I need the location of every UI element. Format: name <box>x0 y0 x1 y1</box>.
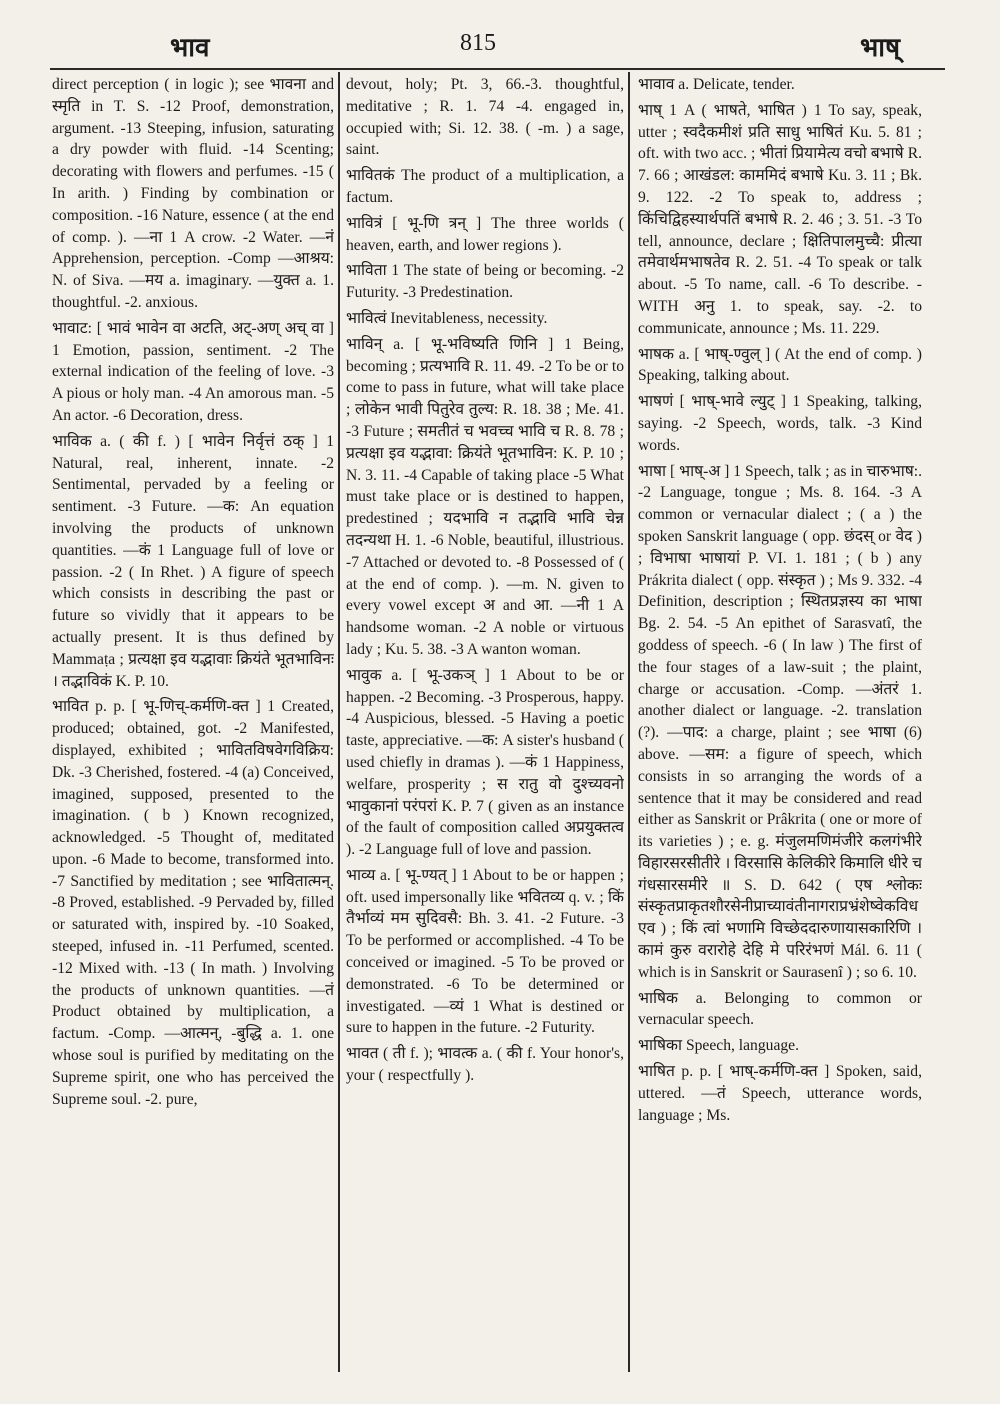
entry: भाषित p. p. [ भाष्-कर्मणि-क्त ] Spoken, said, uttered. —तं Speech, utterance words, language ; Ms. <box>638 1063 922 1124</box>
entry: भावित्वं Inevitableness, necessity. <box>346 309 548 327</box>
column-right <box>638 74 922 1374</box>
entry: भाषिक a. Belonging to common or vernacular speech. <box>638 989 922 1029</box>
entry: direct perception ( in logic ); see भावना and स्मृति in T. S. -12 Proof, demonstration, argument. -13 Steeping, infusion, saturating a dry powder with fluid. -14 Scenting; decorating with flowers and perfumes. -15 ( In arith. ) Finding by combination or composition. -16 Nature, essence ( at the end of comp. ). —ना 1 A crow. -2 Water. —नं Apprehension, perception. -Comp —आश्रय: N. of Siva. —मय a. imaginary. —युक्त a. 1. thoughtful. -2. anxious. <box>52 76 334 311</box>
page-number: 815 <box>460 30 496 56</box>
entry: भाविता 1 The state of being or becoming. -2 Futurity. -3 Predestination. <box>346 262 624 302</box>
entry: भावाट: [ भावं भावेन वा अटति, अट्-अण् अच् वा ] 1 Emotion, passion, sentiment. -2 The external indication of the feeling of love. -3 A pious or holy man. -4 An amorous man. -5 An actor. -6 Decoration, dress. <box>52 319 334 424</box>
entry: भाषा [ भाष्-अ ] 1 Speech, talk ; as in चारुभाष:. -2 Language, tongue ; Ms. 8. 164. -3 A common or vernacular dialect ; ( a ) the spoken Sanskrit language ( opp. छंदस् or वेद ) ; विभाषा भाषायां P. VI. 1. 181 ; ( b ) any Prákrita dialect ( opp. संस्कृत ) ; Ms 9. 332. -4 Definition, description ; स्थितप्रज्ञस्य का भाषा Bg. 2. 54. -5 An epithet of Sarasvatî, the goddess of speech. -6 ( In law ) The first of the four stages of a law-suit ; the plaint, charge or accusation. -Comp. —अंतरं 1. another dialect or language. -2. translation (?). —पाद: a charge, plaint ; see भाषा (6) above. —सम: a figure of speech, which consists in so arranging the words of a sentence that it may be considered and read either as Sanskrit or Prâkrita ( one or more of its varieties ) ; e. g. मंजुलमणिमंजीरे कलगंभीरे विहारसरसीतीरे । विरसासि केलिकीरे किमालि धीरे च गंधसारसमीरे ॥ S. D. 642 ( एष श्लोकः संस्कृतप्राकृतशौरसेनीप्राच्यावंतीनागराप्रभ्रंशेष्वेकविध एव ) ; किं त्वां भणामि विच्छेददारुणायासकारिणि । कामं कुरु वरारोहे देहि मे परिरंभणं Mál. 6. 11 ( which is in Sanskrit or Saurasenî ) ; so 6. 10. <box>638 462 922 981</box>
column-middle <box>346 74 624 1374</box>
entry: भावुक a. [ भू-उकञ् ] 1 About to be or happen. -2 Becoming. -3 Prosperous, happy. -4 Auspicious, blessed. -5 Having a poetic taste, appreciative. —क: A sister's husband ( used chiefly in dramas ). —कं 1 Happiness, welfare, prosperity ; स रातु वो दुश्च्यवनो भावुकानां परंपरां K. P. 7 ( given as an instance of the fault of composition called अप्रयुक्तत्व ). -2 Language full of love and passion. <box>346 666 624 859</box>
column-divider <box>628 72 630 1372</box>
entry: भाविक a. ( की f. ) [ भावेन निर्वृत्तं ठक् ] 1 Natural, real, inherent, innate. -2 Sentimental, pervaded by a feeling or sentiment. -3 Future. —क: An equation involving the products of unknown quantities. —कं 1 Language full of love or passion. -2 ( In Rhet. ) A figure of speech which consists in describing the past or future so vividly that it appears to be actually present. It is thus defined by Mammaṭa ; प्रत्यक्षा इव यद्भावाः क्रियंते भूतभाविनः । तद्भाविकं K. P. 10. <box>52 432 334 690</box>
column-divider <box>338 72 340 1372</box>
column-left <box>52 74 334 1374</box>
entry: भाषणं [ भाष्-भावे ल्युट् ] 1 Speaking, talking, saying. -2 Speech, words, talk. -3 Kind words. <box>638 393 922 454</box>
header-rule <box>50 68 945 70</box>
page-header <box>40 28 960 68</box>
entry: भावित p. p. [ भू-णिच्-कर्मणि-क्त ] 1 Created, produced; obtained, got. -2 Manifested, displayed, exhibited ; भावितविषवेगविक्रिय: Dk. -3 Cherished, fostered. -4 (a) Conceived, imagined, supposed, presented to the imagination. ( b ) Known recognized, acknowledged. -5 Thought of, meditated upon. -6 Made to become, transformed into. -7 Sanctified by meditation ; see भावितात्मन्. -8 Proved, established. -9 Pervaded by, filled or saturated with, inspired by. -10 Soaked, steeped, infused in. -11 Perfumed, scented. -12 Mixed with. -13 ( In math. ) Involving the products of unknown quantities. —तं Product obtained by multiplication, a factum. -Comp. —आत्मन्, -बुद्धि a. 1. one whose soul is purified by meditating on the Supreme spirit, one who has perceived the Supreme soul. -2. pure, <box>52 698 334 1108</box>
entry: भावितकं The product of a multiplication, a factum. <box>346 167 624 206</box>
entry: भाव्य a. [ भू-ण्यत् ] 1 About to be or happen ; oft. used impersonally like भवितव्य q. v. ; किं तैर्भाव्यं मम सुदिवसै: Bh. 3. 41. -2 Future. -3 To be performed or accomplished. -4 To be conceived or imagined. -5 To be proved or demonstrated. -6 To be determined or investigated. —व्यं 1 What is destined or sure to happen in the future. -2 Futurity. <box>346 866 624 1037</box>
header-right-catchword: भाष् <box>859 33 900 63</box>
entry: भावत ( ती f. ); भावत्क a. ( की f. Your honor's, your ( respectfully ). <box>346 1045 624 1085</box>
entry: भावाव a. Delicate, tender. <box>638 76 795 93</box>
entry: devout, holy; Pt. 3, 66.-3. thoughtful, meditative ; R. 1. 74 -4. engaged in, occupied with; Si. 12. 38. ( -m. ) a sage, saint. <box>346 76 624 159</box>
entry: भाषिका Speech, language. <box>638 1037 799 1055</box>
entry: भाष् 1 A ( भाषते, भाषित ) 1 To say, speak, utter ; स्वदैकमीशं प्रति साधु भाषितं Ku. 5. 81 ; oft. with two acc. ; भीतां प्रियामेत्य वचो बभाषे R. 7. 66 ; आखंडल: काममिदं बभाषे Ku. 3. 11 ; Bk. 9. 122. -2 To speak to, address ; किंचिद्विहस्यार्थपतिं बभाषे R. 2. 46 ; 3. 51. -3 To tell, announce, declare ; क्षितिपालमुच्चै: प्रीत्या तमेवार्थमभाषतेव R. 2. 51. -4 To speak or talk about. -5 To name, call. -6 To describe. -WITH अनु 1. to speak, say. -2. to communicate, announce ; Ms. 11. 229. <box>638 101 922 337</box>
entry: भाषक a. [ भाष्-ण्वुल् ] ( At the end of comp. ) Speaking, talking about. <box>638 345 922 385</box>
entry: भावित्रं [ भू-णि त्रन् ] The three worlds ( heaven, earth, and lower regions ). <box>346 214 624 254</box>
entry: भाविन् a. [ भू-भविष्यति णिनि ] 1 Being, becoming ; प्रत्यभावि R. 11. 49. -2 To be or to come to pass in future, what will take place ; लोकेन भावी पितुरेव तुल्य: R. 18. 38 ; Me. 41. -3 Future ; समतीतं च भवच्च भावि च R. 8. 78 ; प्रत्यक्षा इव यद्भावा: क्रियंते भूतभाविन: K. P. 10 ; N. 3. 11. -4 Capable of taking place -5 What must take place or is destined to happen, predestined ; यदभावि न तद्भावि भावि चेन्न तदन्यथा H. 1. -6 Noble, beautiful, illustrious. -7 Attached or devoted to. -8 Possessed of ( at the end of comp. ). —m. N. given to every vowel except अ and आ. —नी 1 A handsome woman. -2 A noble or virtuous lady ; Ku. 5. 38. -3 A wanton woman. <box>346 335 624 658</box>
header-left-catchword: भाव <box>170 33 210 63</box>
